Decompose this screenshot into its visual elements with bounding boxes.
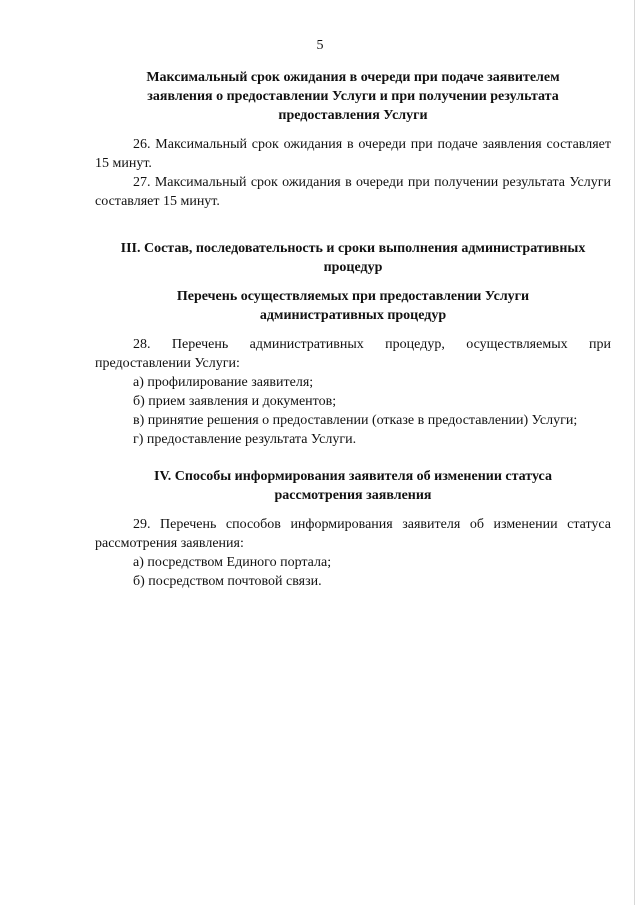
section-4-heading: IV. Способы информирования заявителя об изменении статуса рассмотрения заявления xyxy=(154,469,552,503)
document-body xyxy=(95,68,611,591)
scan-edge-line xyxy=(634,0,635,905)
paragraph-27: 27. Максимальный срок ожидания в очереди при получении результата Услуги составляет 15 минут. xyxy=(95,175,611,209)
notify-item-a: а) посредством Единого портала; xyxy=(133,555,332,570)
section-3-heading: III. Состав, последовательность и сроки выполнения административных процедур xyxy=(120,241,586,275)
procedure-item-a: а) профилирование заявителя; xyxy=(133,375,314,390)
section-3-subheading: Перечень осуществляемых при предоставлении Услуги административных процедур xyxy=(176,289,530,323)
paragraph-26: 26. Максимальный срок ожидания в очереди при подаче заявления составляет 15 минут. xyxy=(95,137,611,171)
paragraph-28: 28. Перечень административных процедур, осуществляемых при предоставлении Услуги: xyxy=(95,337,611,371)
procedure-item-c: в) принятие решения о предоставлении (отказе в предоставлении) Услуги; xyxy=(133,413,578,428)
paragraph-29: 29. Перечень способов информирования заявителя об изменении статуса рассмотрения заявления: xyxy=(95,517,611,551)
page-number: 5 xyxy=(316,38,324,53)
procedure-item-d: г) предоставление результата Услуги. xyxy=(133,432,357,447)
notify-item-b: б) посредством почтовой связи. xyxy=(133,574,322,589)
procedure-item-b: б) прием заявления и документов; xyxy=(133,394,337,409)
wait-time-heading: Максимальный срок ожидания в очереди при подаче заявителем заявления о предоставлении Услуги и при получении результата предоставления Услуги xyxy=(146,70,560,123)
